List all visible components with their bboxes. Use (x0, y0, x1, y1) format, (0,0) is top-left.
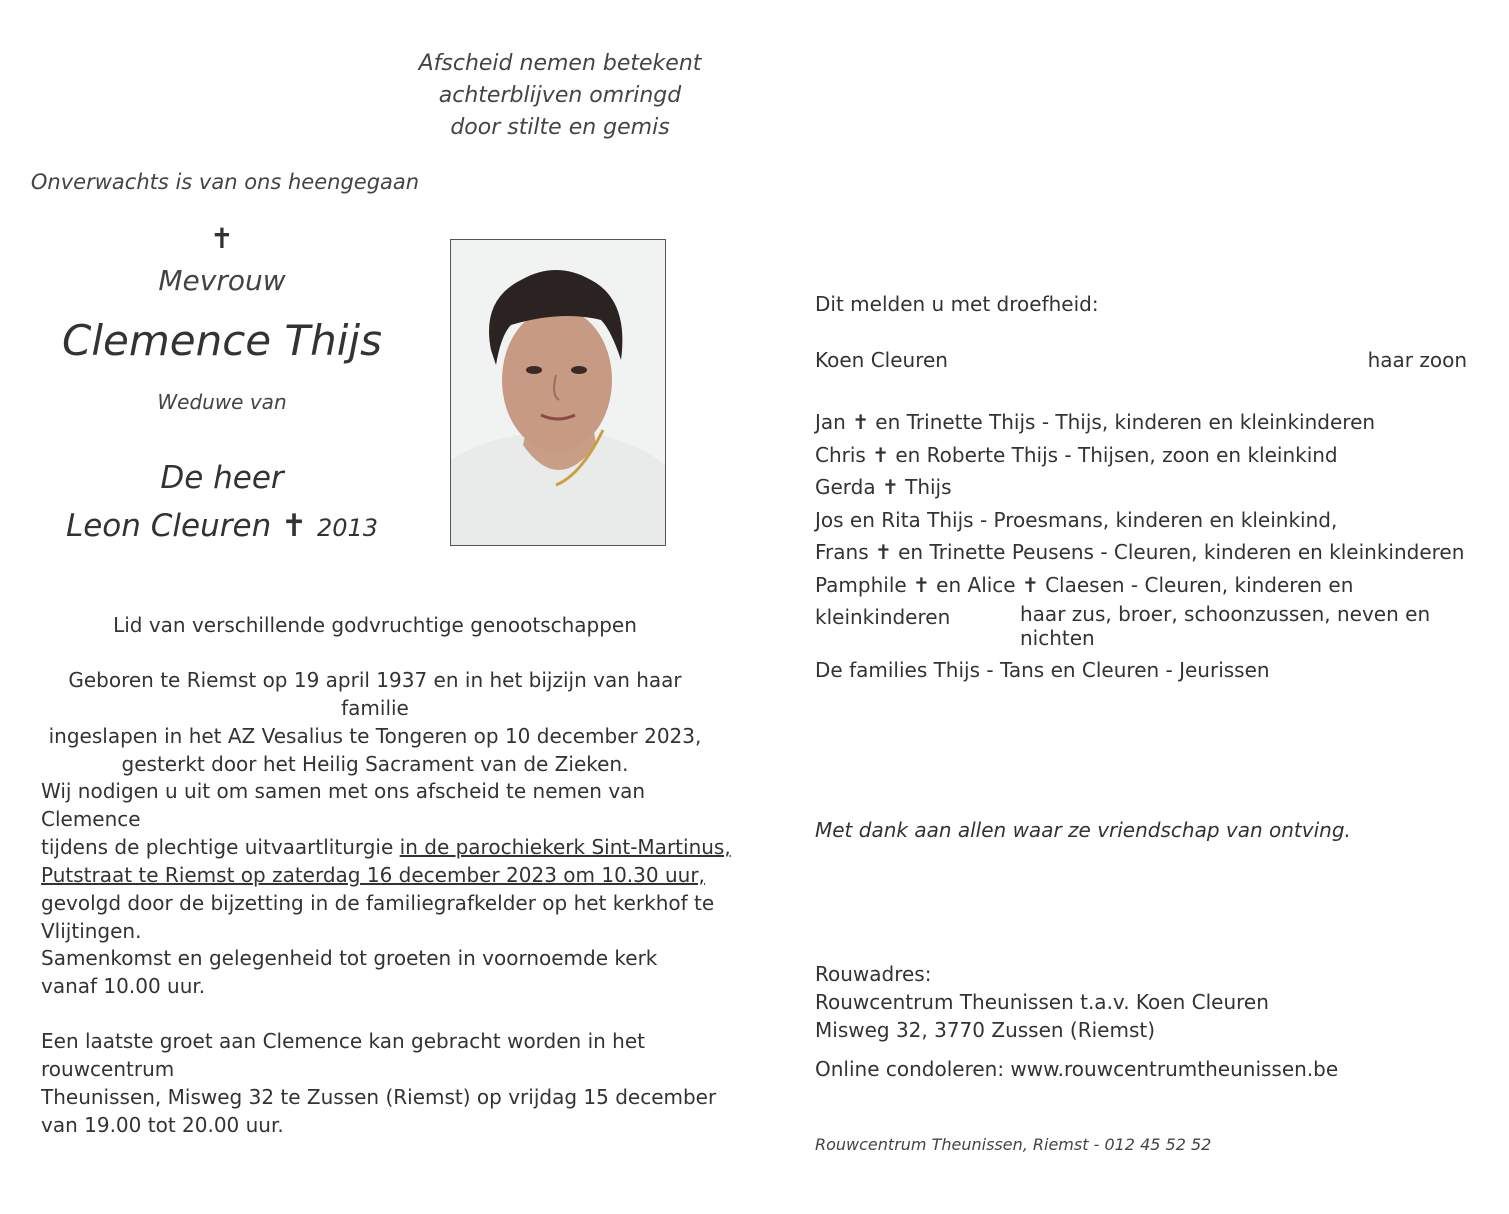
deceased-name: Clemence Thijs (62, 316, 382, 365)
funeral-invitation (41, 777, 741, 945)
visitation-date: vrijdag 15 december (508, 1085, 717, 1109)
text-segment: Theunissen, Misweg 32 te Zussen (Riemst) op (41, 1085, 509, 1109)
cross-icon: ✝ (872, 442, 889, 467)
text-line: Geboren te Riemst op 19 april 1937 en in het bijzijn van haar familie (68, 668, 682, 720)
gathering-text (41, 944, 741, 1000)
text-segment: en Trinette Peusens - Cleuren, kinderen en kleinkinderen (891, 540, 1465, 564)
list-item: Jos en Rita Thijs - Proesmans, kinderen en kleinkind, (815, 507, 1338, 532)
cross-icon: ✝ (281, 508, 308, 544)
announcement: Dit melden u met droefheid: (815, 292, 1099, 316)
poem-line: Afscheid nemen betekent (418, 51, 702, 76)
text-segment: Claesen - Cleuren, kinderen en kleinkinderen (815, 572, 1354, 629)
funeral-datetime: Putstraat te Riemst op zaterdag 16 december 2023 om 10.30 uur, (41, 863, 705, 887)
text-line: gevolgd door de bijzetting in de familiegrafkelder op het kerkhof te (41, 891, 715, 915)
son-name: Koen Cleuren (815, 348, 948, 372)
church-location: in de parochiekerk Sint-Martinus, (399, 835, 731, 859)
address-line: Misweg 32, 3770 Zussen (Riemst) (815, 1018, 1156, 1042)
text-line: Samenkomst en gelegenheid tot groeten in voornoemde kerk (41, 946, 658, 970)
title: Mevrouw (158, 264, 286, 297)
widow-of: Weduwe van (157, 390, 287, 414)
birth-death-text (40, 666, 710, 778)
cross-icon: ✝ (874, 540, 892, 564)
text-segment: en Trinette Thijs - Thijs, kinderen en kleinkinderen (868, 410, 1376, 434)
poem (380, 48, 740, 144)
text-segment: en Roberte Thijs - Thijsen, zoon en kleinkind (888, 442, 1338, 467)
address-line: Rouwcentrum Theunissen t.a.v. Koen Cleuren (815, 990, 1269, 1014)
text-line (41, 1083, 761, 1111)
text-segment: tijdens de plechtige uitvaartliturgie (41, 835, 400, 859)
list-item (815, 536, 1475, 569)
family-tail: haar zus, broer, schoonzussen, neven en nichten (1020, 602, 1431, 650)
text-segment: Jan (815, 410, 853, 434)
lead-text: Onverwachts is van ons heengegaan (30, 170, 420, 194)
text-line: Vlijtingen. (41, 919, 142, 943)
husband-line (40, 508, 404, 544)
poem-line: door stilte en gemis (450, 115, 670, 140)
family-list (815, 406, 1475, 634)
list-item (815, 439, 1475, 472)
text-segment: Gerda (815, 475, 882, 499)
text-line: Wij nodigen u uit om samen met ons afscheid te nemen van Clemence (41, 779, 646, 831)
husband-name: Leon Cleuren (65, 508, 272, 544)
list-item (815, 471, 1475, 504)
footer-text: Rouwcentrum Theunissen, Riemst - 012 45 52 52 (815, 1135, 1212, 1154)
address-label: Rouwadres: (815, 962, 932, 986)
text-segment: Frans (815, 540, 875, 564)
poem-line: achterblijven omringd (438, 83, 682, 108)
portrait-photo (450, 239, 666, 546)
husband-year: 2013 (316, 514, 379, 542)
husband-prefix: De heer (160, 460, 284, 496)
visitation-text (41, 1027, 761, 1139)
thanks-text: Met dank aan allen waar ze vriendschap van ontving. (815, 818, 1351, 842)
cross-icon: ✝ (852, 410, 869, 434)
text-segment: Pamphile (815, 572, 914, 597)
text-segment: Chris (815, 442, 873, 467)
text-line (41, 833, 741, 861)
visitation-time: van 19.00 tot 20.00 uur. (41, 1113, 284, 1137)
cross-icon: ✝ (210, 222, 234, 255)
mourning-address (815, 960, 1269, 1044)
text-line: ingeslapen in het AZ Vesalius te Tongeren op 10 december 2023, (48, 724, 702, 748)
membership-text: Lid van verschillende godvruchtige genootschappen (113, 613, 637, 637)
cross-icon: ✝ (881, 475, 899, 499)
online-condolence: Online condoleren: www.rouwcentrumtheunissen.be (815, 1057, 1339, 1081)
son-relation: haar zoon (1367, 348, 1467, 372)
gathering-time: vanaf 10.00 uur. (41, 974, 206, 998)
cross-icon: ✝ (913, 572, 930, 597)
families-line: De families Thijs - Tans en Cleuren - Jeurissen (815, 658, 1270, 682)
text-segment: Thijs (898, 475, 952, 499)
cross-icon: ✝ (1021, 572, 1039, 597)
text-segment: en Alice (929, 572, 1022, 597)
text-line: Een laatste groet aan Clemence kan gebracht worden in het rouwcentrum (41, 1029, 645, 1081)
son-line (815, 348, 1467, 372)
list-item (815, 406, 1475, 439)
text-line: gesterkt door het Heilig Sacrament van de Zieken. (121, 752, 629, 776)
